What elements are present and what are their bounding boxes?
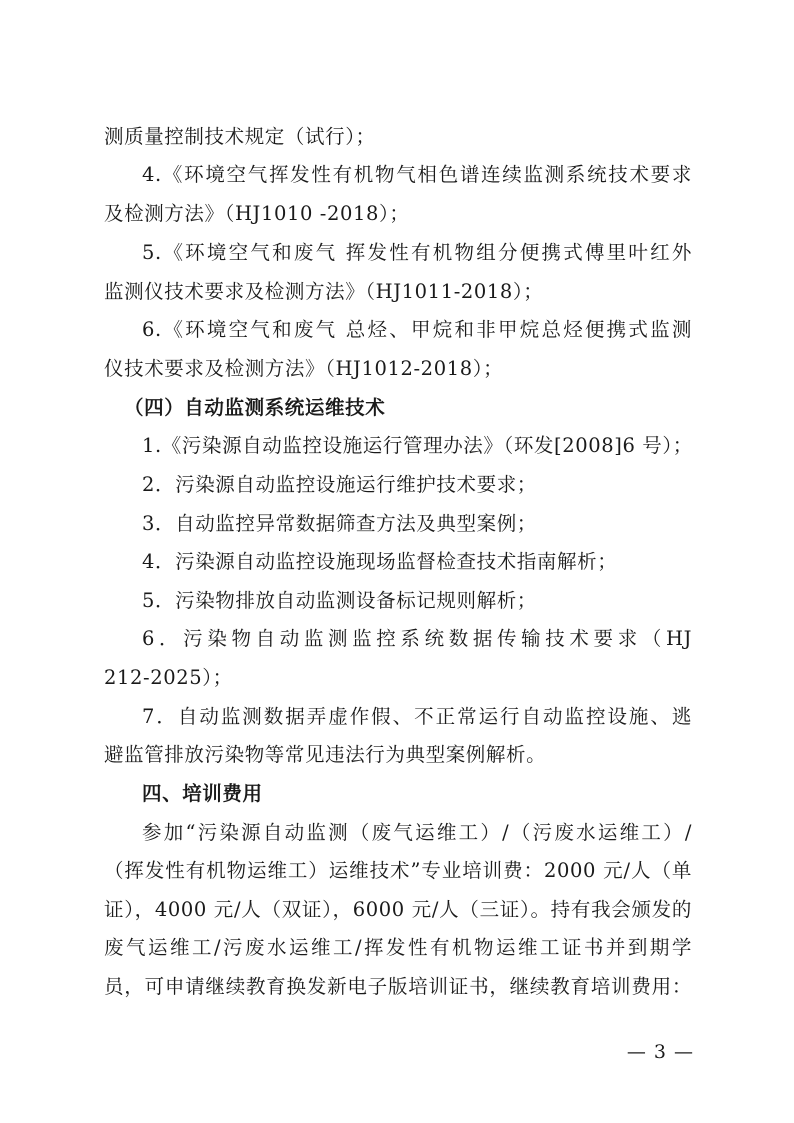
list-item-6: 6．污染物自动监测监控系统数据传输技术要求（HJ	[142, 627, 692, 650]
list-item-3: 3．自动监控异常数据筛查方法及典型案例；	[142, 512, 537, 535]
paragraph-line: 员，可申请继续教育换发新电子版培训证书，继续教育培训费用：	[104, 975, 692, 998]
section-heading: 四、培训费用	[142, 782, 263, 805]
list-item-5: 5．污染物排放自动监测设备标记规则解析；	[142, 589, 537, 612]
list-item-4: 4.《环境空气挥发性有机物气相色谱连续监测系统技术要求	[142, 163, 692, 186]
paragraph-line: 及检测方法》（HJ1010 -2018）；	[104, 202, 410, 225]
paragraph-line: 监测仪技术要求及检测方法》（HJ1011-2018）；	[104, 280, 544, 303]
paragraph-line: 参加“污染源自动监测（废气运维工）/（污废水运维工）/	[142, 821, 692, 844]
paragraph-line: 仪技术要求及检测方法》（HJ1012-2018）；	[104, 357, 504, 380]
paragraph-line: 证），4000 元/人（双证），6000 元/人（三证）。持有我会颁发的	[104, 898, 692, 921]
page-number: — 3 —	[626, 1041, 694, 1063]
paragraph-line: 废气运维工/污废水运维工/挥发性有机物运维工证书并到期学	[104, 936, 692, 959]
list-item-2: 2．污染源自动监控设施运行维护技术要求；	[142, 473, 537, 496]
paragraph-line: 避监管排放污染物等常见违法行为典型案例解析。	[104, 743, 547, 766]
list-item-7: 7．自动监测数据弄虚作假、不正常运行自动监控设施、逃	[142, 705, 692, 728]
paragraph-line: （挥发性有机物运维工）运维技术”专业培训费：2000 元/人（单	[104, 859, 692, 882]
paragraph-line: 212-2025）；	[104, 666, 233, 689]
list-item-1: 1.《污染源自动监控设施运行管理办法》（环发[2008]6 号）；	[142, 434, 693, 457]
list-item-5: 5.《环境空气和废气 挥发性有机物组分便携式傅里叶红外	[142, 241, 692, 264]
list-item-6: 6.《环境空气和废气 总烃、甲烷和非甲烷总烃便携式监测	[142, 318, 692, 341]
section-heading: （四）自动监测系统运维技术	[124, 396, 386, 419]
list-item-4: 4．污染源自动监控设施现场监督检查技术指南解析；	[142, 550, 618, 573]
paragraph-line: 测质量控制技术规定（试行）；	[104, 125, 376, 148]
